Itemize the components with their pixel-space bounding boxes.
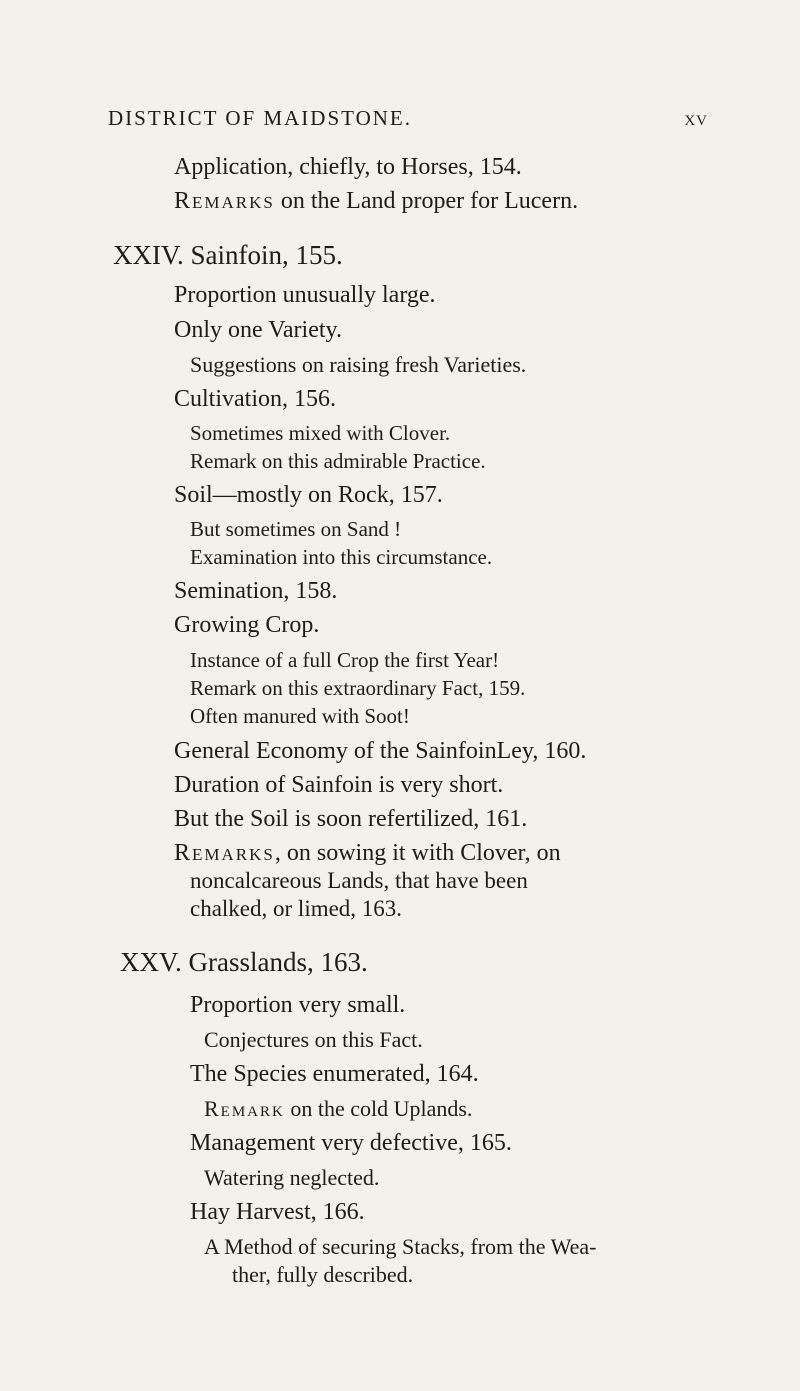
contents-line: Remark on this extraordinary Fact, 159. (190, 676, 526, 700)
contents-line: The Species enumerated, 164. (190, 1061, 479, 1087)
contents-line: Semination, 158. (174, 578, 338, 604)
small-caps-word: Remarks (174, 840, 275, 866)
contents-line: Examination into this circumstance. (190, 545, 493, 569)
contents-line: Duration of Sainfoin is very short. (174, 772, 504, 798)
section-number: XXV. (120, 947, 182, 977)
contents-line: Management very defective, 165. (190, 1130, 512, 1156)
section-title: Sainfoin, 155. (190, 240, 343, 270)
contents-line: General Economy of the SainfoinLey, 160. (174, 738, 587, 764)
contents-line: Application, chiefly, to Horses, 154. (174, 154, 522, 180)
contents-line: Often manured with Soot! (190, 704, 410, 728)
contents-line: noncalcareous Lands, that have been (190, 868, 528, 893)
contents-line: Sometimes mixed with Clover. (190, 421, 451, 445)
section-heading (113, 240, 343, 270)
contents-line: Suggestions on raising fresh Varieties. (190, 352, 527, 377)
contents-line: chalked, or limed, 163. (190, 896, 403, 921)
running-header (108, 106, 708, 136)
contents-line: Proportion unusually large. (174, 282, 436, 308)
contents-line (174, 186, 578, 216)
contents-line: Cultivation, 156. (174, 386, 336, 412)
contents-line: But sometimes on Sand ! (190, 517, 402, 541)
contents-line: ther, fully described. (232, 1262, 414, 1287)
line-text: on the Land proper for Lucern. (274, 188, 579, 214)
line-text: on the cold Uplands. (284, 1096, 473, 1121)
contents-line: Soil—mostly on Rock, 157. (174, 482, 443, 508)
contents-line: Growing Crop. (174, 612, 320, 638)
contents-line (204, 1094, 472, 1124)
contents-line: Proportion very small. (190, 992, 406, 1018)
contents-line: Remark on this admirable Practice. (190, 449, 486, 473)
contents-line: Watering neglected. (204, 1165, 380, 1190)
contents-line: Conjectures on this Fact. (204, 1027, 423, 1052)
section-title: Grasslands, 163. (188, 947, 368, 977)
line-text: , on sowing it with Clover, on (274, 840, 561, 866)
contents-line: Instance of a full Crop the first Year! (190, 648, 500, 672)
section-heading (120, 947, 368, 977)
contents-line: Hay Harvest, 166. (190, 1199, 365, 1225)
contents-line: A Method of securing Stacks, from the Wea- (204, 1234, 597, 1259)
contents-line (174, 838, 561, 868)
contents-line: Only one Variety. (174, 317, 342, 343)
page-number: xv (684, 106, 708, 130)
small-caps-word: Remarks (174, 188, 275, 214)
contents-line: But the Soil is soon refertilized, 161. (174, 806, 528, 832)
small-caps-word: Remark (204, 1096, 285, 1121)
header-title: DISTRICT OF MAIDSTONE. (108, 106, 412, 130)
section-number: XXIV. (113, 240, 184, 270)
